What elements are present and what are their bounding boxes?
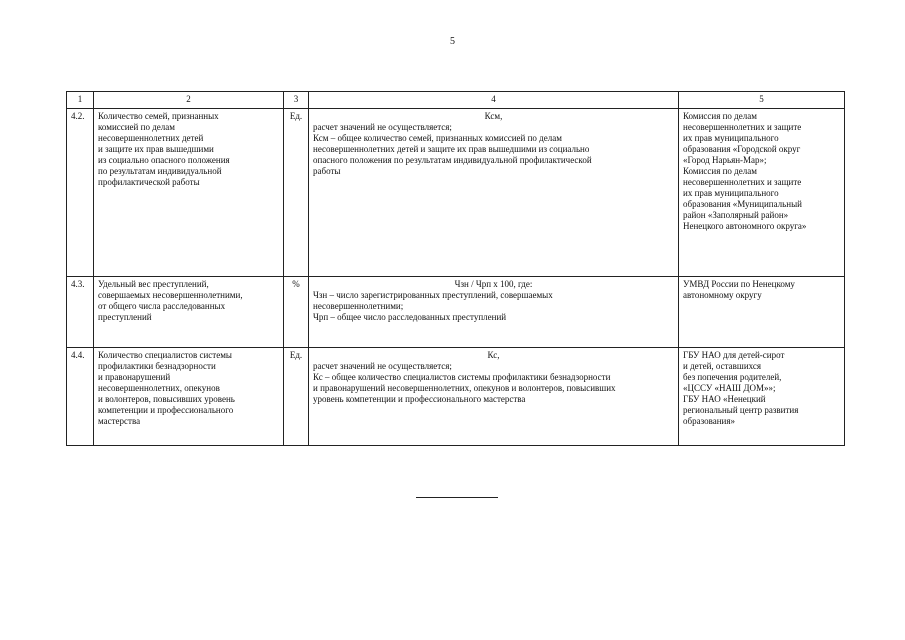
table-row <box>67 277 845 348</box>
header-cell: 3 <box>284 92 309 109</box>
table-row <box>67 109 845 277</box>
calculation-method: Кс, расчет значений не осуществляется; Кс – общее количество специалистов системы профилактики безнадзорности и правонарушений несовершеннолетних, опекунов и волонтеров, повысивших уровень компетенции и профессионального мастерства <box>309 348 679 446</box>
data-source: Комиссия по делам несовершеннолетних и защите их прав муниципального образования «Городской округ «Город Нарьян-Мар»; Комиссия по делам несовершеннолетних и защите их прав муниципального образования «Муниципальный район «Заполярный район» Ненецкого автономного округа» <box>679 109 845 277</box>
unit: Ед. <box>284 348 309 446</box>
closing-rule <box>416 497 498 498</box>
header-cell: 4 <box>309 92 679 109</box>
header-cell: 5 <box>679 92 845 109</box>
unit: Ед. <box>284 109 309 277</box>
header-cell: 1 <box>67 92 94 109</box>
table-header-row <box>67 92 845 109</box>
indicators-table <box>66 91 845 446</box>
formula: Кс, <box>487 350 500 360</box>
indicator-name: Удельный вес преступлений, совершаемых несовершеннолетними, от общего числа расследованных преступлений <box>94 277 284 348</box>
data-source: ГБУ НАО для детей-сирот и детей, оставшихся без попечения родителей, «ЦССУ «НАШ ДОМ»»; ГБУ НАО «Ненецкий региональный центр развития образования» <box>679 348 845 446</box>
page-number: 5 <box>450 36 455 47</box>
row-number: 4.2. <box>67 109 94 277</box>
row-number: 4.3. <box>67 277 94 348</box>
unit: % <box>284 277 309 348</box>
data-source: УМВД России по Ненецкому автономному округу <box>679 277 845 348</box>
indicator-name: Количество специалистов системы профилактики безнадзорности и правонарушений несовершеннолетних, опекунов и волонтеров, повысивших уровень компетенции и профессионального мастерства <box>94 348 284 446</box>
formula: Ксм, <box>484 111 503 121</box>
calculation-method: Чзн / Чрп х 100, где: Чзн – число зарегистрированных преступлений, совершаемых несовершеннолетними; Чрп – общее число расследованных преступлений <box>309 277 679 348</box>
table-row <box>67 348 845 446</box>
header-cell: 2 <box>94 92 284 109</box>
formula: Чзн / Чрп х 100, где: <box>454 279 533 289</box>
row-number: 4.4. <box>67 348 94 446</box>
calculation-method: Ксм, расчет значений не осуществляется; Ксм – общее количество семей, признанных комиссией по делам несовершеннолетних детей и защите их прав вышедшими из социально опасного положения по результатам индивидуальной профилактической работы <box>309 109 679 277</box>
indicator-name: Количество семей, признанных комиссией по делам несовершеннолетних детей и защите их прав вышедшими из социально опасного положения по результатам индивидуальной профилактической работы <box>94 109 284 277</box>
